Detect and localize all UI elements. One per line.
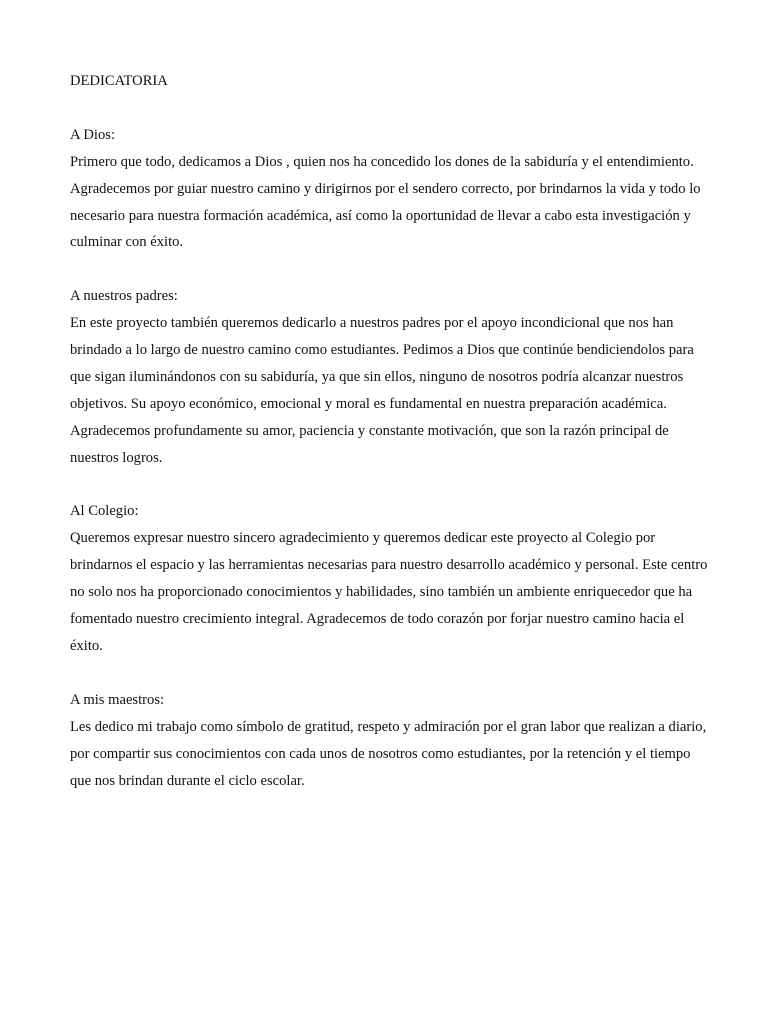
section-colegio [70, 498, 710, 659]
section-heading: A Dios: [70, 126, 116, 143]
document-title: DEDICATORIA [70, 73, 168, 89]
section-body: En este proyecto también queremos dedicarlo a nuestros padres por el apoyo incondicional que nos han brindado a lo largo de nuestro camino como estudiantes. Pedimos a Dios que continúe bendiciendolos para que sigan iluminándonos con su sabiduría, ya que sin ellos, ninguno de nosotros podría alcanzar nuestros objetivos. Su apoyo económico, emocional y moral es fundamental en nuestra preparación académica. Agradecemos profundamente su amor, paciencia y constante motivación, que son la razón principal de nuestros logros. [70, 315, 694, 466]
document-page [70, 68, 710, 821]
section-padres [70, 283, 710, 471]
section-body: Les dedico mi trabajo como símbolo de gratitud, respeto y admiración por el gran labor que realizan a diario, por compartir sus conocimientos con cada unos de nosotros como estudiantes, por la retención y el tiempo que nos brindan durante el ciclo escolar. [70, 718, 707, 789]
section-body: Queremos expresar nuestro sincero agradecimiento y queremos dedicar este proyecto al Colegio por brindarnos el espacio y las herramientas necesarias para nuestro desarrollo académico y personal. Este centro no solo nos ha proporcionado conocimientos y habilidades, sino también un ambiente enriquecedor que ha fomentado nuestro crecimiento integral. Agradecemos de todo corazón por forjar nuestro camino hacia el éxito. [70, 530, 708, 654]
section-dios [70, 122, 710, 257]
section-heading: Al Colegio: [70, 503, 139, 520]
section-body: Primero que todo, dedicamos a Dios , quien nos ha concedido los dones de la sabiduría y el entendimiento. Agradecemos por guiar nuestro camino y dirigirnos por el sendero correcto, por brindarnos la vida y todo lo necesario para nuestra formación académica, así como la oportunidad de llevar a cabo esta investigación y culminar con éxito. [70, 153, 701, 251]
section-heading: A mis maestros: [70, 691, 165, 708]
section-maestros [70, 687, 710, 795]
section-heading: A nuestros padres: [70, 288, 178, 305]
